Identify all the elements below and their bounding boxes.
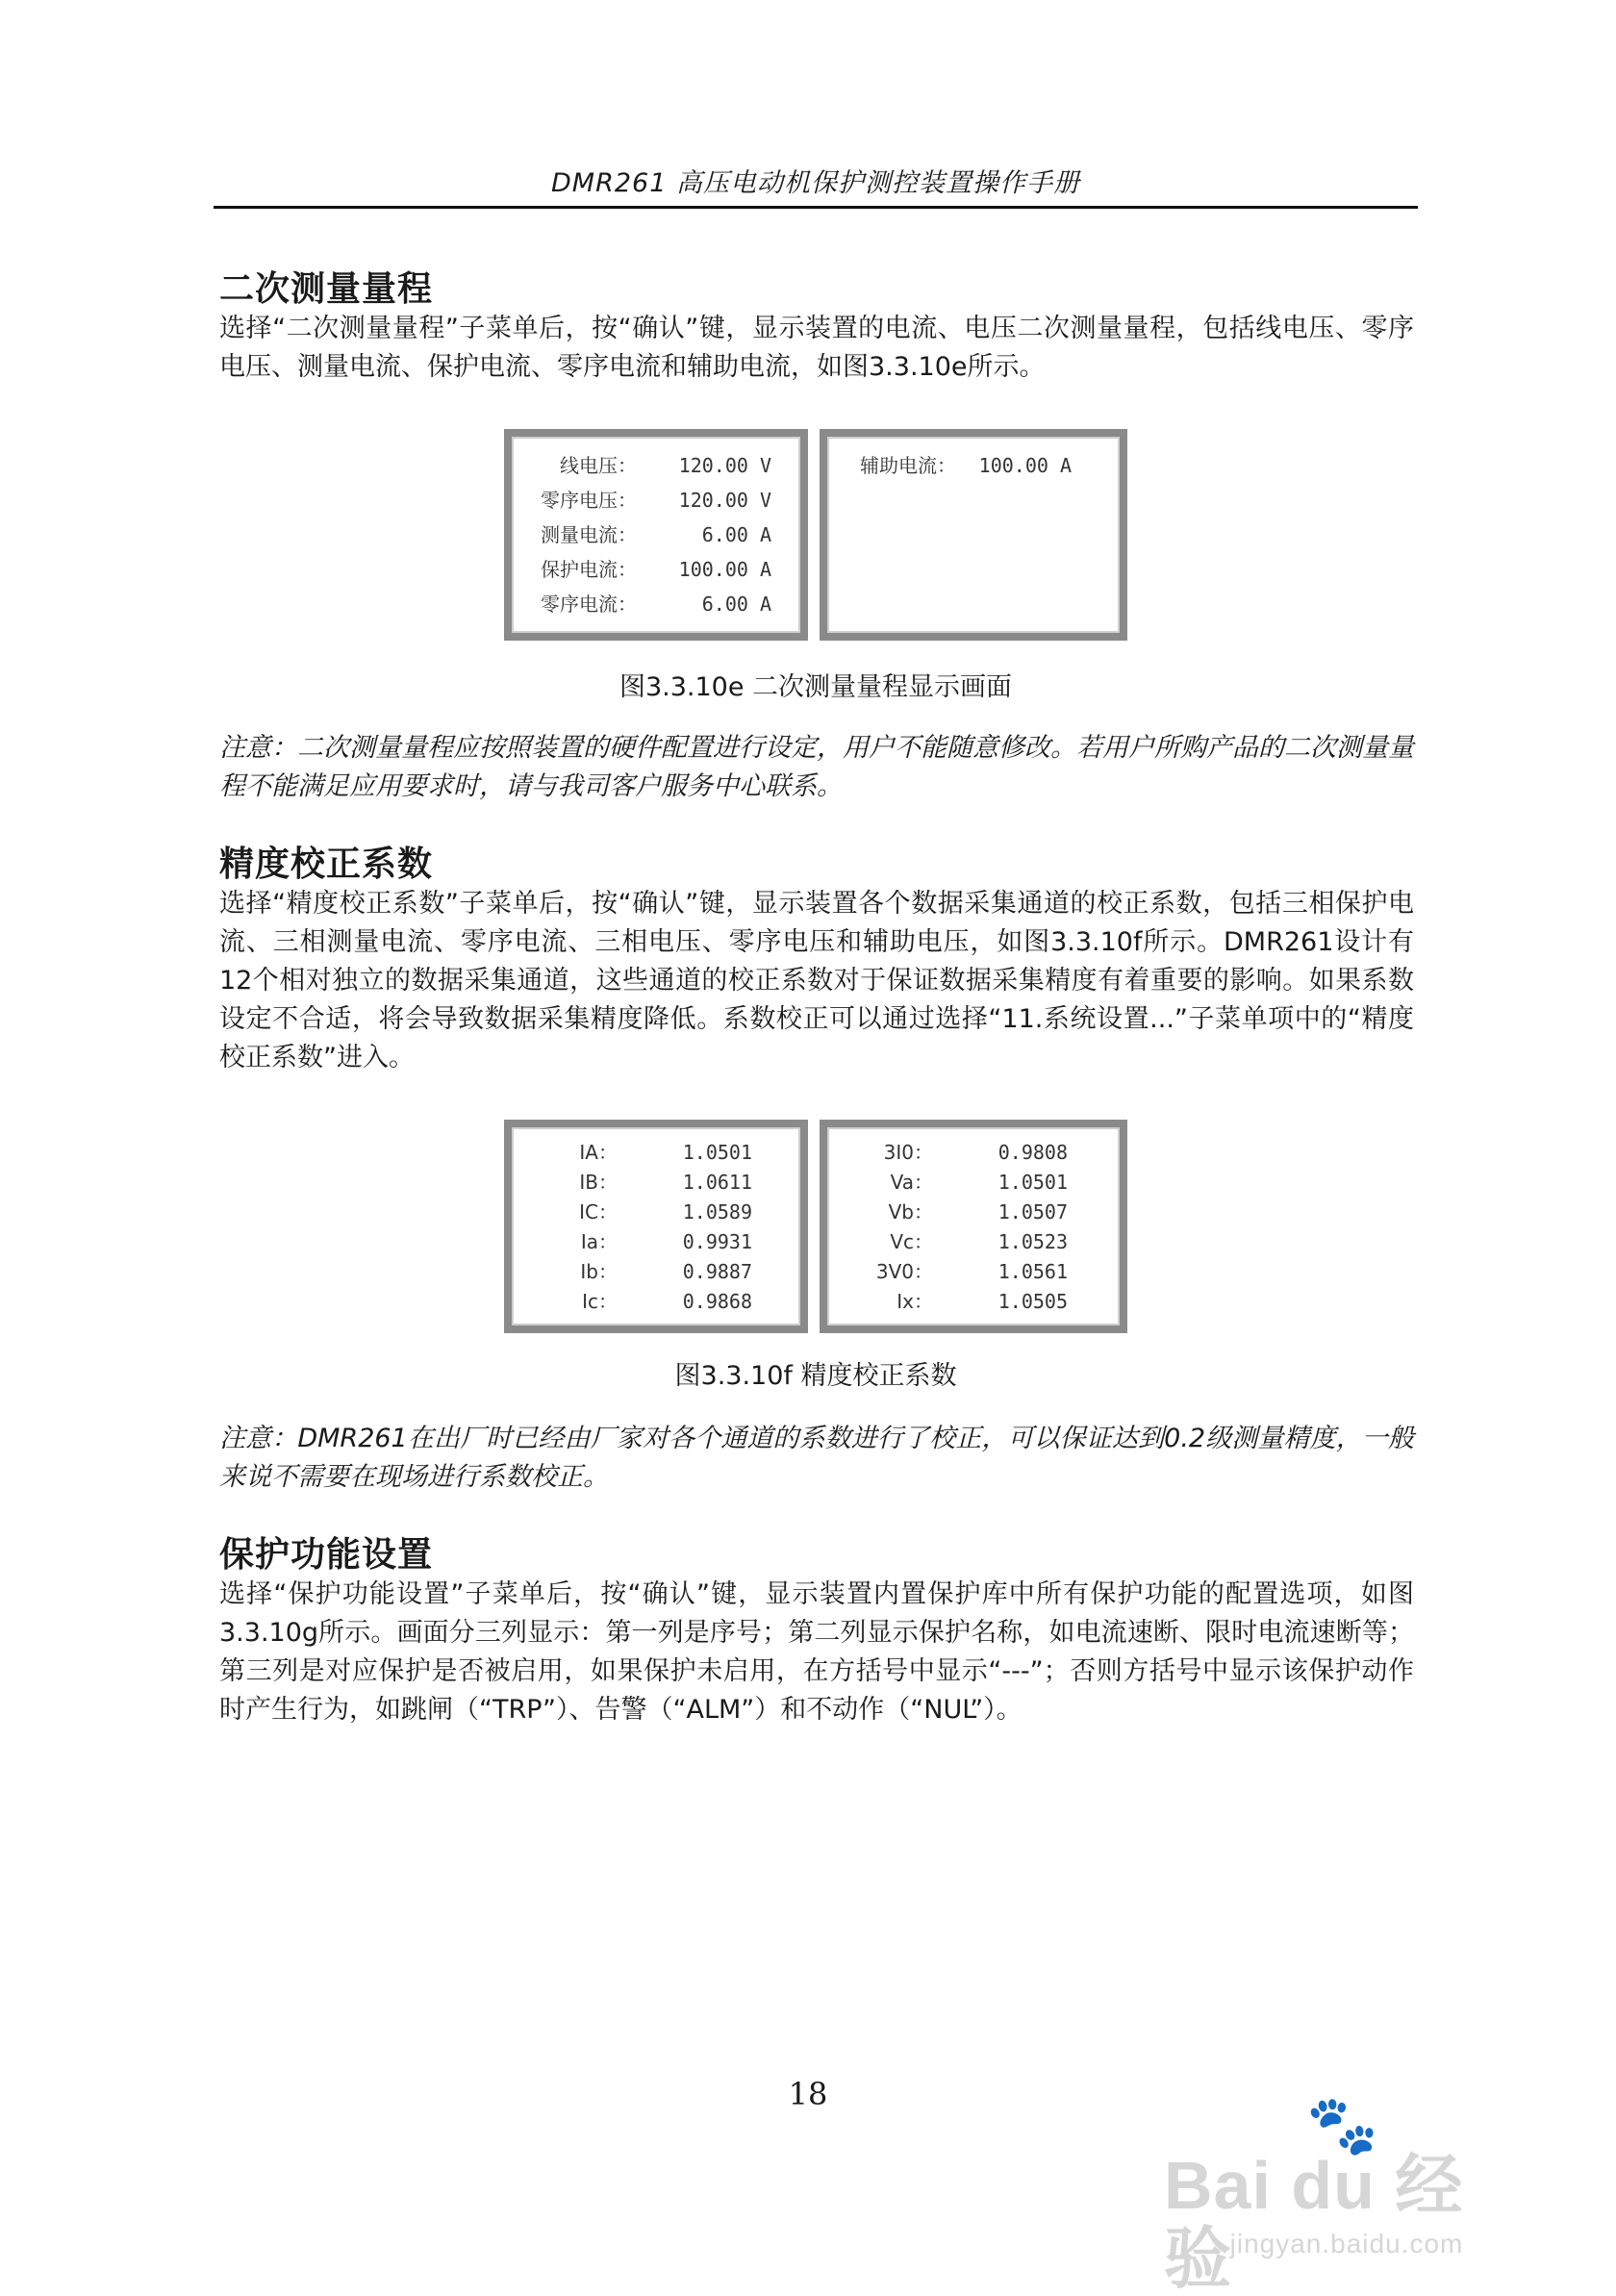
lcd-value: 1.0561: [997, 1260, 1068, 1283]
lcd-label: 测量电流：: [541, 523, 637, 546]
section-body-secondary-range: 选择“二次测量量程”子菜单后，按“确认”键，显示装置的电流、电压二次测量量程，包括线电压、零序电压、测量电流、保护电流、零序电流和辅助电流，如图3.3.10e所示。: [219, 314, 1414, 382]
baidu-jingyan-watermark: [1164, 2092, 1529, 2296]
lcd-row: [518, 554, 771, 585]
watermark-logo: Bai du 经验: [1164, 2148, 1464, 2296]
lcd-row: [550, 1137, 752, 1168]
lcd-value: 0.9868: [682, 1290, 752, 1313]
figure-caption-3-3-10f: 图3.3.10f 精度校正系数: [674, 1361, 957, 1391]
lcd-value: 1.0507: [997, 1200, 1068, 1224]
lcd-value: 6.00 A: [701, 593, 771, 616]
page-number: 18: [788, 2076, 828, 2112]
lcd-label: 零序电压：: [541, 489, 637, 512]
lcd-label: Va：: [890, 1171, 933, 1194]
lcd-row: [550, 1226, 752, 1257]
lcd-value: 0.9931: [682, 1230, 752, 1253]
lcd-value: 120.00 V: [678, 489, 771, 512]
lcd-label: 保护电流：: [541, 558, 637, 581]
lcd-row: [518, 519, 771, 550]
lcd-label: IC：: [579, 1200, 618, 1224]
note-calibration: 注意：DMR261在出厂时已经由厂家对各个通道的系数进行了校正，可以保证达到0.2级测量精度，一般来说不需要在现场进行系数校正。: [219, 1424, 1414, 1492]
lcd-label: IB：: [579, 1171, 618, 1194]
lcd-value: 1.0501: [682, 1141, 752, 1164]
lcd-row: [518, 450, 771, 481]
lcd-row: [866, 1226, 1068, 1257]
lcd-row: [550, 1167, 752, 1198]
lcd-label: Vb：: [888, 1200, 933, 1224]
lcd-label: 3I0：: [883, 1141, 933, 1164]
lcd-row: [518, 589, 771, 619]
lcd-label: 线电压：: [560, 454, 637, 477]
note-secondary-range: 注意：二次测量量程应按照装置的硬件配置进行设定，用户不能随意修改。若用户所购产品的二次测量量程不能满足应用要求时，请与我司客户服务中心联系。: [219, 733, 1414, 801]
lcd-row: [866, 1197, 1068, 1227]
lcd-screen-calibration-right: [820, 1120, 1127, 1333]
lcd-value: 1.0523: [997, 1230, 1068, 1253]
header-rule: [214, 206, 1418, 209]
lcd-value: 100.00 A: [978, 454, 1072, 477]
lcd-row: [866, 1167, 1068, 1198]
lcd-label: Ix：: [896, 1290, 933, 1313]
lcd-label: Ib：: [580, 1260, 618, 1283]
figure-caption-3-3-10e: 图3.3.10e 二次测量量程显示画面: [619, 672, 1013, 702]
lcd-value: 6.00 A: [701, 523, 771, 546]
running-header: DMR261 高压电动机保护测控装置操作手册: [551, 168, 1080, 198]
lcd-value: 0.9808: [997, 1141, 1068, 1164]
lcd-value: 1.0501: [997, 1171, 1068, 1194]
lcd-label: 3V0：: [875, 1260, 933, 1283]
lcd-value: 1.0589: [682, 1200, 752, 1224]
lcd-row: [550, 1286, 752, 1317]
lcd-screen-range-right: [820, 429, 1127, 641]
lcd-row: [866, 1137, 1068, 1168]
lcd-value: 100.00 A: [678, 558, 771, 581]
lcd-row: [518, 485, 771, 516]
lcd-value: 1.0611: [682, 1171, 752, 1194]
lcd-screen-range-left: [504, 429, 808, 641]
lcd-row: [550, 1197, 752, 1227]
watermark-url: jingyan.baidu.com: [1229, 2229, 1464, 2258]
lcd-value: 0.9887: [682, 1260, 752, 1283]
lcd-value: 1.0505: [997, 1290, 1068, 1313]
lcd-label: 零序电流：: [541, 593, 637, 616]
section-heading-calibration: 精度校正系数: [219, 845, 434, 884]
lcd-label: Ia：: [580, 1230, 618, 1253]
section-heading-protection: 保护功能设置: [219, 1535, 434, 1575]
paw-icon: 🐾: [1306, 2092, 1378, 2159]
section-heading-secondary-range: 二次测量量程: [219, 269, 434, 309]
lcd-label: 辅助电流：: [860, 454, 956, 477]
lcd-row: [866, 1256, 1068, 1287]
lcd-screen-calibration-left: [504, 1120, 808, 1333]
lcd-row: [866, 1286, 1068, 1317]
lcd-label: Ic：: [582, 1290, 618, 1313]
lcd-row: [550, 1256, 752, 1287]
section-body-calibration: 选择“精度校正系数”子菜单后，按“确认”键，显示装置各个数据采集通道的校正系数，包括三相保护电流、三相测量电流、零序电流、三相电压、零序电压和辅助电压，如图3.3.10f所示。DMR261设计有12个相对独立的数据采集通道，这些通道的校正系数对于保证数据采集精度有着重要的影响。如果系数设定不合适，将会导致数据采集精度降低。系数校正可以通过选择“11.系统设置...”子菜单项中的“精度校正系数”进入。: [219, 889, 1414, 1072]
lcd-label: IA：: [579, 1141, 618, 1164]
lcd-value: 120.00 V: [678, 454, 771, 477]
lcd-row: [837, 450, 1072, 481]
section-body-protection: 选择“保护功能设置”子菜单后，按“确认”键，显示装置内置保护库中所有保护功能的配置选项，如图3.3.10g所示。画面分三列显示：第一列是序号；第二列显示保护名称，如电流速断、限时电流速断等；第三列是对应保护是否被启用，如果保护未启用，在方括号中显示“---”；否则方括号中显示该保护动作时产生行为，如跳闸（“TRP”）、告警（“ALM”）和不动作（“NUL”）。: [219, 1579, 1414, 1725]
lcd-label: Vc：: [890, 1230, 933, 1253]
